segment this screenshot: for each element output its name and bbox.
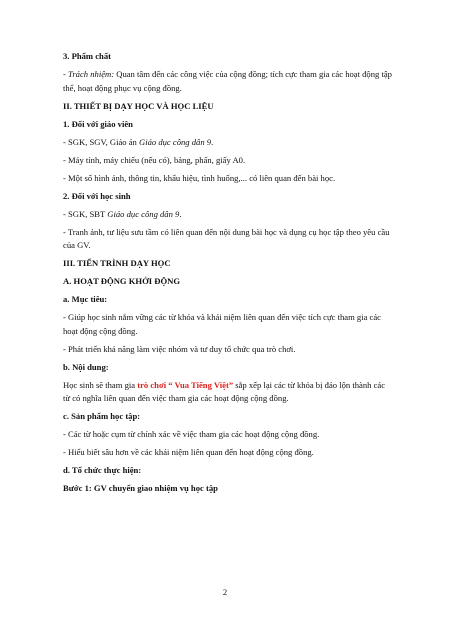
student-item-2: - Tranh ảnh, tư liệu sưu tầm có liên quan đến nội dung bài học và dụng cụ học tập theo yêu cầu của GV.: [63, 226, 390, 250]
product-item-1: - Các từ hoặc cụm từ chính xác về việc tham gia các hoạt động cộng đồng.: [63, 429, 320, 439]
teacher-item-3: - Một số hình ảnh, thông tin, khẩu hiệu, tình huống,... có liên quan đến bài học.: [63, 172, 336, 183]
student-item-1-text: - SGK, SBT: [63, 208, 108, 219]
teacher-item-1-book: Giáo dục công dân 9: [139, 136, 212, 147]
objective-item-1: - Giúp học sinh nắm vững các từ khóa và khái niệm liên quan đến việc tích cực tham gia các hoạt động cộng đồng.: [63, 312, 381, 336]
section-quality-title: 3. Phẩm chất: [63, 51, 111, 61]
page-content: [63, 50, 393, 500]
student-item-1-book: Giáo dục công dân 9: [107, 208, 180, 219]
teacher-item-1: [63, 136, 393, 150]
student-subheading: 2. Đối với học sinh: [63, 190, 131, 201]
content-text-post: sắp xếp lại các từ khóa bị đảo lộn thành các từ có nghĩa liên quan đến việc tham gia các hoạt động cộng đồng.: [63, 379, 386, 403]
responsibility-text: Quan tâm đến các công việc của cộng đồng; tích cực tham gia các hoạt động tập thể, hoạt động phục vụ cộng đồng.: [63, 69, 392, 93]
responsibility-label: Trách nhiệm:: [68, 69, 115, 79]
product-item-2: - Hiểu biết sâu hơn về các khái niệm liên quan đến hoạt động cộng đồng.: [63, 447, 314, 457]
teacher-item-1-text: - SGK, SGV, Giáo án: [63, 136, 139, 147]
product-title: c. Sản phẩm học tập:: [63, 411, 141, 421]
heading-warmup: A. HOẠT ĐỘNG KHỞI ĐỘNG: [63, 276, 181, 286]
heading-process: III. TIẾN TRÌNH DẠY HỌC: [63, 258, 171, 268]
teacher-item-1-end: .: [211, 136, 214, 147]
teacher-subheading: 1. Đối với giáo viên: [63, 118, 133, 129]
heading-equipment: II. THIẾT BỊ DẠY HỌC VÀ HỌC LIỆU: [63, 100, 214, 111]
content-paragraph: [63, 379, 393, 406]
objective-title: a. Mục tiêu:: [63, 294, 108, 304]
step-1-title: Bước 1: GV chuyển giao nhiệm vụ học tập: [63, 483, 218, 493]
game-name-highlight: trò chơi “ Vua Tiếng Việt”: [137, 379, 234, 390]
teacher-item-2: - Máy tính, máy chiếu (nếu có), bảng, phấn, giấy A0.: [63, 154, 246, 165]
student-item-1-end: .: [179, 208, 182, 219]
responsibility-paragraph: [63, 68, 393, 95]
student-item-1: [63, 208, 393, 222]
content-title: b. Nội dung:: [63, 361, 109, 372]
organization-title: d. Tổ chức thực hiện:: [63, 465, 142, 475]
objective-item-2: - Phát triển khả năng làm việc nhóm và tư duy tổ chức qua trò chơi.: [63, 343, 296, 354]
bullet-dash: -: [63, 69, 69, 79]
page-number: 2: [222, 587, 228, 597]
content-text-pre: Học sinh sẽ tham gia: [63, 379, 138, 390]
